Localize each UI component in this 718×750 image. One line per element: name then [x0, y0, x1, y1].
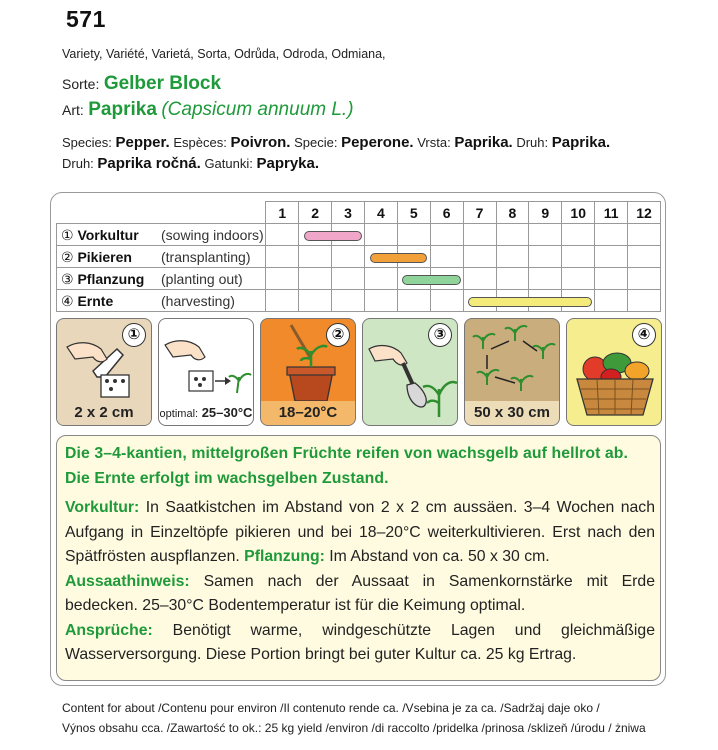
spacing-arrows-icon — [465, 319, 560, 403]
caption-temperature: 25–30°C — [201, 405, 253, 420]
hand-seedling-icon — [159, 319, 254, 403]
ansprueche-label: Ansprüche: — [65, 621, 153, 639]
calendar-bar-4 — [468, 297, 592, 307]
info-panel — [50, 192, 666, 686]
month-10: 10 — [562, 202, 595, 224]
species-value-it: Peperone. — [341, 134, 414, 151]
footer-line-2: Výnos obsahu cca. /Zawartość to ok.: 25 kg yield /environ /di raccolto /pridelka /prinosa /sklizeň /úrodu / żniwa — [62, 721, 646, 735]
month-7: 7 — [463, 202, 496, 224]
pictogram-caption: 18–20°C — [261, 401, 355, 425]
calendar-corner — [57, 202, 266, 224]
row-number: ① — [61, 226, 74, 243]
row-label-en: (transplanting) — [161, 248, 251, 265]
species-label-pl: Gatunki: — [204, 156, 253, 171]
vorkultur-text: In Saatkistchen im Abstand von 2 x 2 cm aussäen. 3–4 Wochen nach Aufgang in Einzeltöpfe pikieren und bei 18–20°C weiterkultivieren. Erst nach den Spätfrösten auspflanzen. — [65, 499, 655, 565]
month-4: 4 — [365, 202, 398, 224]
month-3: 3 — [332, 202, 365, 224]
species-value-cz: Paprika. — [551, 134, 611, 151]
month-1: 1 — [266, 202, 299, 224]
calendar-label-pflanzung — [57, 268, 266, 290]
species-value-sk: Paprika ročná. — [97, 155, 201, 172]
ansprueche-text: Benötigt warme, windgeschützte Lagen und gleichmäßige Wasserversorgung. Diese Portion bringt bei guter Kultur ca. 25 kg Ertrag. — [65, 621, 655, 663]
species-label-en: Species: — [62, 135, 112, 150]
calendar-header-row — [57, 202, 661, 224]
calendar-bar-2 — [370, 253, 428, 263]
month-2: 2 — [299, 202, 332, 224]
species-label-it: Specie: — [294, 135, 338, 150]
row-label-de: Ernte — [77, 292, 114, 309]
month-5: 5 — [397, 202, 430, 224]
row-label-en: (sowing indoors) — [161, 226, 264, 243]
step-circle: ④ — [632, 323, 656, 347]
description-headline-1: Die 3–4-kantien, mittelgroßen Früchte reifen von wachsgelb auf hellrot ab. — [65, 445, 629, 462]
art-latin: (Capsicum annuum L.) — [161, 99, 354, 120]
calendar-label-vorkultur — [57, 224, 266, 246]
description-headline-2: Die Ernte erfolgt im wachsgelben Zustand. — [65, 470, 389, 487]
pictogram-caption: 50 x 30 cm — [465, 401, 559, 425]
variety-line: Variety, Variété, Varietá, Sorta, Odrůda, Odroda, Odmiana, — [62, 47, 386, 61]
row-number: ② — [61, 248, 74, 265]
art-label: Art: — [62, 102, 84, 118]
pictogram-plant-spacing — [464, 318, 560, 426]
pictogram-planting-out — [362, 318, 458, 426]
calendar-row-pikieren — [57, 246, 661, 268]
pflanzung-text: Im Abstand von ca. 50 x 30 cm. — [324, 548, 550, 565]
aussaat-text: Samen nach der Aussaat in Samenkornstärke mit Erde bedecken. 25–30°C Bodentemperatur ist für die Keimung optimal. — [65, 572, 655, 614]
species-value-sl: Paprika. — [454, 134, 513, 151]
sorte-value: Gelber Block — [103, 73, 222, 94]
description-paragraph — [65, 496, 655, 668]
species-value-pl: Papryka. — [256, 155, 320, 172]
art-value: Paprika — [88, 99, 157, 120]
packet-number: 571 — [66, 6, 106, 32]
species-label-cz: Druh: — [516, 135, 549, 150]
pictogram-sowing-spacing — [56, 318, 152, 426]
sorte-row — [62, 73, 221, 95]
pictogram-harvest — [566, 318, 662, 426]
species-label-sk: Druh: — [62, 156, 94, 171]
month-6: 6 — [430, 202, 463, 224]
month-8: 8 — [496, 202, 529, 224]
row-label-en: (harvesting) — [161, 292, 235, 309]
pflanzung-label: Pflanzung: — [244, 548, 325, 565]
calendar-label-ernte — [57, 290, 266, 312]
step-circle: ① — [122, 323, 146, 347]
month-12: 12 — [628, 202, 661, 224]
sowing-calendar — [56, 201, 661, 312]
species-label-sl: Vrsta: — [417, 135, 451, 150]
species-value-fr: Poivron. — [230, 134, 291, 151]
calendar-bar-3 — [402, 275, 460, 285]
species-line-2 — [62, 155, 319, 172]
row-label-en: (planting out) — [161, 270, 243, 287]
footer-line-1: Content for about /Contenu pour environ /Il contenuto rende ca. /Vsebina je za ca. /Sadržaj daje oko / — [62, 701, 600, 715]
species-line — [62, 134, 610, 151]
row-label-de: Pflanzung — [77, 270, 145, 287]
species-label-fr: Espèces: — [173, 135, 227, 150]
caption-prefix: optimal: — [159, 408, 199, 420]
row-label-de: Pikieren — [77, 248, 132, 265]
month-9: 9 — [529, 202, 562, 224]
calendar-bar-1 — [304, 231, 362, 241]
species-value-en: Pepper. — [115, 134, 170, 151]
pictogram-germination — [158, 318, 254, 426]
sorte-label: Sorte: — [62, 76, 100, 92]
step-circle: ③ — [428, 323, 452, 347]
pictogram-caption: 2 x 2 cm — [57, 401, 151, 425]
pictogram-strip — [56, 318, 662, 428]
calendar-label-pikieren — [57, 246, 266, 268]
pictogram-potting — [260, 318, 356, 426]
row-number: ③ — [61, 270, 74, 287]
vorkultur-label: Vorkultur: — [65, 499, 140, 516]
pictogram-caption — [159, 401, 253, 425]
row-label-de: Vorkultur — [77, 226, 139, 243]
row-number: ④ — [61, 292, 74, 309]
step-circle: ② — [326, 323, 350, 347]
aussaat-label: Aussaathinweis: — [65, 572, 190, 590]
description-box — [56, 435, 661, 681]
calendar-row-pflanzung — [57, 268, 661, 290]
month-11: 11 — [595, 202, 628, 224]
art-row — [62, 99, 354, 121]
